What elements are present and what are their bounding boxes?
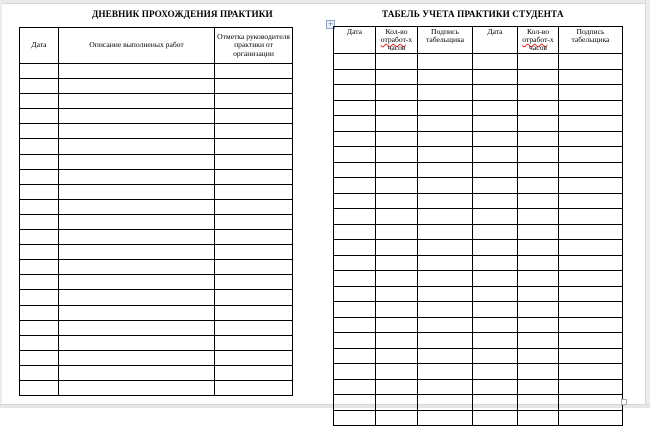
timesheet-cell[interactable] [559, 54, 623, 70]
timesheet-row [334, 255, 623, 271]
timesheet-cell[interactable] [418, 193, 473, 209]
diary-cell[interactable] [215, 350, 293, 365]
timesheet-cell[interactable] [473, 100, 518, 116]
diary-cell[interactable] [215, 275, 293, 290]
document-top-edge [0, 0, 650, 4]
timesheet-cell[interactable] [334, 286, 376, 302]
timesheet-cell[interactable] [418, 271, 473, 287]
diary-cell[interactable] [59, 154, 215, 169]
diary-row [20, 335, 293, 350]
timesheet-cell[interactable] [376, 317, 418, 333]
diary-row [20, 154, 293, 169]
timesheet-cell[interactable] [559, 162, 623, 178]
diary-cell[interactable] [215, 305, 293, 320]
timesheet-cell[interactable] [518, 193, 559, 209]
timesheet-cell[interactable] [559, 240, 623, 256]
timesheet-cell[interactable] [334, 193, 376, 209]
timesheet-row [334, 100, 623, 116]
diary-row [20, 124, 293, 139]
timesheet-cell[interactable] [418, 178, 473, 194]
diary-row [20, 214, 293, 229]
timesheet-cell[interactable] [518, 224, 559, 240]
timesheet-row [334, 162, 623, 178]
timesheet-cell[interactable] [376, 302, 418, 318]
diary-column-supervisor-mark[interactable]: Отметка руководителя практики от организации [215, 28, 293, 64]
timesheet-cell[interactable] [473, 85, 518, 101]
diary-row [20, 94, 293, 109]
timesheet-cell[interactable] [518, 209, 559, 225]
timesheet-cell[interactable] [418, 116, 473, 132]
diary-cell[interactable] [20, 350, 59, 365]
diary-cell[interactable] [215, 184, 293, 199]
timesheet-cell[interactable] [473, 131, 518, 147]
timesheet-cell[interactable] [334, 178, 376, 194]
timesheet-cell[interactable] [334, 69, 376, 85]
timesheet-cell[interactable] [376, 193, 418, 209]
timesheet-cell[interactable] [559, 224, 623, 240]
timesheet-row [334, 178, 623, 194]
timesheet-cell[interactable] [418, 410, 473, 426]
diary-cell[interactable] [59, 305, 215, 320]
diary-cell[interactable] [20, 260, 59, 275]
diary-cell[interactable] [59, 94, 215, 109]
timesheet-cell[interactable] [418, 147, 473, 163]
diary-cell[interactable] [20, 245, 59, 260]
document-left-edge [0, 0, 2, 408]
timesheet-cell[interactable] [518, 333, 559, 349]
diary-row [20, 79, 293, 94]
diary-cell[interactable] [20, 184, 59, 199]
timesheet-column-hours-worked-2[interactable] [518, 27, 559, 54]
diary-cell[interactable] [20, 365, 59, 380]
timesheet-cell[interactable] [559, 286, 623, 302]
timesheet-cell[interactable] [418, 364, 473, 380]
timesheet-cell[interactable] [518, 255, 559, 271]
diary-row [20, 260, 293, 275]
diary-cell[interactable] [59, 64, 215, 79]
timesheet-cell[interactable] [334, 85, 376, 101]
hours-label-suffix: -х часов [529, 35, 554, 53]
timesheet-cell[interactable] [376, 271, 418, 287]
diary-cell[interactable] [59, 230, 215, 245]
timesheet-cell[interactable] [418, 333, 473, 349]
diary-row [20, 230, 293, 245]
timesheet-cell[interactable] [334, 364, 376, 380]
timesheet-cell[interactable] [376, 147, 418, 163]
diary-row [20, 139, 293, 154]
timesheet-cell[interactable] [418, 379, 473, 395]
timesheet-cell[interactable] [334, 162, 376, 178]
timesheet-cell[interactable] [334, 131, 376, 147]
timesheet-cell[interactable] [376, 131, 418, 147]
diary-cell[interactable] [59, 335, 215, 350]
timesheet-row [334, 54, 623, 70]
diary-cell[interactable] [215, 245, 293, 260]
diary-cell[interactable] [59, 79, 215, 94]
timesheet-cell[interactable] [518, 131, 559, 147]
timesheet-cell[interactable] [518, 240, 559, 256]
timesheet-cell[interactable] [334, 271, 376, 287]
timesheet-cell[interactable] [518, 147, 559, 163]
timesheet-column-hours-worked-1[interactable] [376, 27, 418, 54]
diary-cell[interactable] [20, 230, 59, 245]
diary-cell[interactable] [215, 94, 293, 109]
timesheet-cell[interactable] [376, 240, 418, 256]
diary-cell[interactable] [20, 214, 59, 229]
diary-cell[interactable] [59, 275, 215, 290]
diary-cell[interactable] [20, 79, 59, 94]
timesheet-cell[interactable] [418, 224, 473, 240]
timesheet-cell[interactable] [518, 348, 559, 364]
timesheet-cell[interactable] [334, 333, 376, 349]
timesheet-row [334, 317, 623, 333]
timesheet-cell[interactable] [559, 302, 623, 318]
diary-row [20, 350, 293, 365]
diary-cell[interactable] [215, 199, 293, 214]
timesheet-cell[interactable] [376, 333, 418, 349]
diary-cell[interactable] [20, 94, 59, 109]
diary-cell[interactable] [20, 139, 59, 154]
diary-cell[interactable] [20, 124, 59, 139]
diary-row [20, 169, 293, 184]
diary-cell[interactable] [215, 290, 293, 305]
timesheet-cell[interactable] [518, 54, 559, 70]
timesheet-cell[interactable] [518, 271, 559, 287]
timesheet-cell[interactable] [334, 302, 376, 318]
timesheet-row [334, 302, 623, 318]
timesheet-cell[interactable] [518, 100, 559, 116]
diary-cell[interactable] [59, 214, 215, 229]
hours-label-suffix: -х часов [387, 35, 413, 53]
timesheet-cell[interactable] [559, 193, 623, 209]
hours-label-prefix: Кол-во [385, 27, 408, 36]
timesheet-row [334, 116, 623, 132]
timesheet-table[interactable] [333, 26, 623, 426]
timesheet-cell[interactable] [559, 178, 623, 194]
diary-row [20, 275, 293, 290]
timesheet-cell[interactable] [559, 348, 623, 364]
timesheet-cell[interactable] [559, 116, 623, 132]
timesheet-cell[interactable] [559, 379, 623, 395]
diary-cell[interactable] [215, 320, 293, 335]
timesheet-cell[interactable] [559, 410, 623, 426]
timesheet-cell[interactable] [376, 209, 418, 225]
timesheet-cell[interactable] [418, 286, 473, 302]
timesheet-cell[interactable] [418, 162, 473, 178]
timesheet-cell[interactable] [518, 162, 559, 178]
timesheet-cell[interactable] [376, 286, 418, 302]
spellcheck-flagged-word[interactable]: отработ [522, 35, 548, 45]
timesheet-cell[interactable] [518, 178, 559, 194]
timesheet-cell[interactable] [334, 147, 376, 163]
timesheet-cell[interactable] [418, 255, 473, 271]
diary-header-row [20, 28, 293, 64]
diary-column-date[interactable]: Дата [20, 28, 59, 64]
timesheet-cell[interactable] [559, 209, 623, 225]
diary-cell[interactable] [215, 109, 293, 124]
diary-cell[interactable] [215, 154, 293, 169]
timesheet-cell[interactable] [376, 54, 418, 70]
timesheet-cell[interactable] [473, 240, 518, 256]
diary-cell[interactable] [20, 154, 59, 169]
timesheet-cell[interactable] [418, 209, 473, 225]
timesheet-cell[interactable] [376, 379, 418, 395]
timesheet-row [334, 240, 623, 256]
timesheet-cell[interactable] [518, 410, 559, 426]
diary-cell[interactable] [215, 124, 293, 139]
vertical-scrollbar-track[interactable] [645, 0, 650, 408]
diary-cell[interactable] [20, 305, 59, 320]
diary-row [20, 184, 293, 199]
timesheet-cell[interactable] [334, 116, 376, 132]
timesheet-cell[interactable] [473, 286, 518, 302]
diary-row [20, 380, 293, 395]
diary-cell[interactable] [59, 124, 215, 139]
diary-cell[interactable] [59, 139, 215, 154]
timesheet-cell[interactable] [376, 178, 418, 194]
timesheet-cell[interactable] [376, 162, 418, 178]
diary-cell[interactable] [215, 79, 293, 94]
timesheet-row [334, 271, 623, 287]
timesheet-cell[interactable] [473, 209, 518, 225]
timesheet-cell[interactable] [334, 240, 376, 256]
diary-cell[interactable] [59, 199, 215, 214]
timesheet-cell[interactable] [334, 100, 376, 116]
diary-cell[interactable] [20, 109, 59, 124]
timesheet-cell[interactable] [376, 410, 418, 426]
timesheet-row [334, 85, 623, 101]
diary-table[interactable] [19, 27, 293, 396]
timesheet-cell[interactable] [559, 317, 623, 333]
timesheet-cell[interactable] [473, 379, 518, 395]
hours-label-prefix: Кол-во [526, 27, 550, 36]
diary-cell[interactable] [215, 380, 293, 395]
timesheet-cell[interactable] [418, 54, 473, 70]
timesheet-cell[interactable] [473, 54, 518, 70]
timesheet-cell[interactable] [418, 317, 473, 333]
diary-row [20, 64, 293, 79]
table-resize-handle-icon[interactable] [621, 399, 627, 405]
timesheet-cell[interactable] [418, 240, 473, 256]
timesheet-cell[interactable] [418, 348, 473, 364]
diary-cell[interactable] [215, 230, 293, 245]
timesheet-cell[interactable] [473, 116, 518, 132]
diary-row [20, 109, 293, 124]
diary-row [20, 290, 293, 305]
timesheet-cell[interactable] [559, 85, 623, 101]
timesheet-cell[interactable] [473, 178, 518, 194]
timesheet-column-date-2[interactable]: Дата [473, 27, 518, 54]
diary-row [20, 365, 293, 380]
timesheet-cell[interactable] [473, 147, 518, 163]
timesheet-cell[interactable] [518, 116, 559, 132]
timesheet-cell[interactable] [376, 255, 418, 271]
timesheet-cell[interactable] [518, 317, 559, 333]
diary-row [20, 245, 293, 260]
diary-cell[interactable] [59, 169, 215, 184]
diary-cell[interactable] [59, 245, 215, 260]
timesheet-row [334, 286, 623, 302]
diary-cell[interactable] [215, 260, 293, 275]
timesheet-cell[interactable] [376, 69, 418, 85]
timesheet-row [334, 131, 623, 147]
timesheet-cell[interactable] [376, 348, 418, 364]
timesheet-cell[interactable] [473, 317, 518, 333]
timesheet-cell[interactable] [559, 69, 623, 85]
timesheet-column-date-1[interactable]: Дата [334, 27, 376, 54]
timesheet-cell[interactable] [376, 116, 418, 132]
timesheet-row [334, 209, 623, 225]
timesheet-cell[interactable] [559, 271, 623, 287]
timesheet-cell[interactable] [334, 348, 376, 364]
timesheet-cell[interactable] [418, 85, 473, 101]
timesheet-cell[interactable] [473, 410, 518, 426]
timesheet-cell[interactable] [376, 364, 418, 380]
timesheet-cell[interactable] [559, 100, 623, 116]
diary-cell[interactable] [20, 199, 59, 214]
diary-cell[interactable] [20, 64, 59, 79]
diary-row [20, 305, 293, 320]
diary-cell[interactable] [20, 335, 59, 350]
timesheet-cell[interactable] [473, 255, 518, 271]
timesheet-cell[interactable] [473, 69, 518, 85]
diary-cell[interactable] [20, 290, 59, 305]
timesheet-cell[interactable] [518, 302, 559, 318]
diary-cell[interactable] [215, 139, 293, 154]
diary-cell[interactable] [215, 64, 293, 79]
timesheet-row [334, 224, 623, 240]
timesheet-cell[interactable] [376, 85, 418, 101]
timesheet-cell[interactable] [376, 100, 418, 116]
timesheet-row [334, 333, 623, 349]
timesheet-cell[interactable] [518, 85, 559, 101]
timesheet-cell[interactable] [473, 364, 518, 380]
timesheet-title: ТАБЕЛЬ УЧЕТА ПРАКТИКИ СТУДЕНТА [382, 9, 564, 19]
timesheet-cell[interactable] [418, 100, 473, 116]
timesheet-row [334, 410, 623, 426]
timesheet-cell[interactable] [473, 193, 518, 209]
timesheet-cell[interactable] [518, 69, 559, 85]
diary-cell[interactable] [20, 320, 59, 335]
timesheet-cell[interactable] [376, 224, 418, 240]
timesheet-cell[interactable] [518, 379, 559, 395]
timesheet-cell[interactable] [473, 271, 518, 287]
timesheet-cell[interactable] [334, 317, 376, 333]
timesheet-cell[interactable] [334, 209, 376, 225]
timesheet-cell[interactable] [559, 255, 623, 271]
diary-cell[interactable] [59, 350, 215, 365]
table-move-handle-icon[interactable]: + [327, 20, 334, 28]
timesheet-header-row [334, 27, 623, 54]
diary-row [20, 320, 293, 335]
timesheet-cell[interactable] [418, 69, 473, 85]
timesheet-cell[interactable] [334, 224, 376, 240]
timesheet-row [334, 193, 623, 209]
diary-cell[interactable] [59, 184, 215, 199]
diary-cell[interactable] [59, 290, 215, 305]
diary-title: ДНЕВНИК ПРОХОЖДЕНИЯ ПРАКТИКИ [92, 9, 273, 19]
timesheet-cell[interactable] [334, 410, 376, 426]
diary-cell[interactable] [215, 335, 293, 350]
diary-cell[interactable] [215, 169, 293, 184]
timesheet-cell[interactable] [334, 255, 376, 271]
diary-cell[interactable] [59, 320, 215, 335]
diary-column-work-description[interactable]: Описание выполненых работ [59, 28, 215, 64]
timesheet-cell[interactable] [559, 333, 623, 349]
diary-row [20, 199, 293, 214]
diary-cell[interactable] [59, 380, 215, 395]
timesheet-cell[interactable] [418, 131, 473, 147]
timesheet-cell[interactable] [518, 364, 559, 380]
timesheet-cell[interactable] [418, 302, 473, 318]
diary-cell[interactable] [59, 260, 215, 275]
diary-cell[interactable] [215, 214, 293, 229]
timesheet-cell[interactable] [334, 54, 376, 70]
timesheet-cell[interactable] [473, 348, 518, 364]
timesheet-row [334, 147, 623, 163]
timesheet-cell[interactable] [473, 162, 518, 178]
timesheet-row [334, 364, 623, 380]
timesheet-cell[interactable] [559, 131, 623, 147]
diary-cell[interactable] [215, 365, 293, 380]
timesheet-cell[interactable] [559, 147, 623, 163]
timesheet-cell[interactable] [473, 224, 518, 240]
timesheet-row [334, 379, 623, 395]
timesheet-column-timekeeper-signature-1[interactable]: Подпись табельщика [418, 27, 473, 54]
timesheet-cell[interactable] [334, 379, 376, 395]
timesheet-column-timekeeper-signature-2[interactable]: Подпись табельщика [559, 27, 623, 54]
timesheet-cell[interactable] [518, 286, 559, 302]
timesheet-cell[interactable] [559, 364, 623, 380]
diary-cell[interactable] [20, 380, 59, 395]
timesheet-cell[interactable] [473, 333, 518, 349]
timesheet-cell[interactable] [473, 302, 518, 318]
diary-cell[interactable] [59, 109, 215, 124]
diary-cell[interactable] [20, 169, 59, 184]
diary-cell[interactable] [59, 365, 215, 380]
timesheet-row [334, 348, 623, 364]
diary-cell[interactable] [20, 275, 59, 290]
timesheet-row [334, 69, 623, 85]
spellcheck-flagged-word[interactable]: отработ [380, 35, 406, 45]
